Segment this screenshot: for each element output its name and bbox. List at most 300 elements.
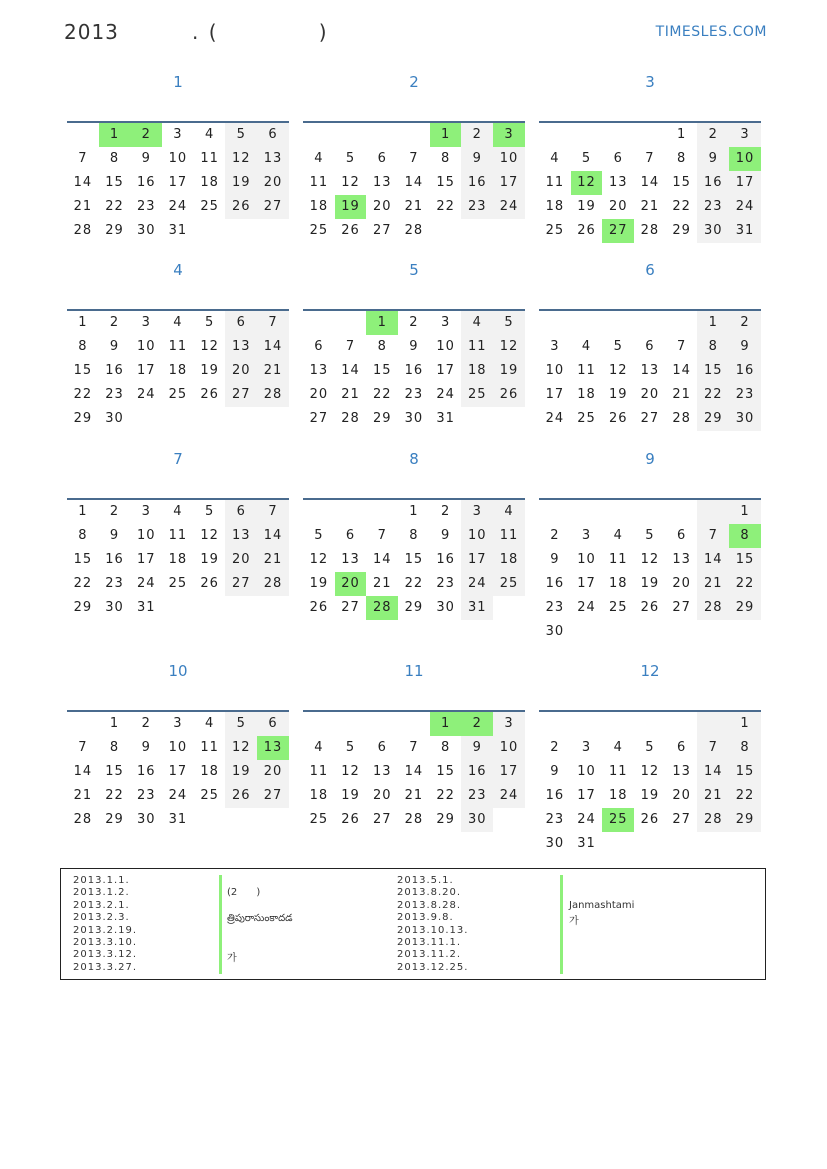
day-cell[interactable]: 21 — [697, 784, 729, 808]
day-cell[interactable]: 1 — [676, 127, 687, 142]
day-cell[interactable]: 3 — [550, 339, 560, 354]
day-cell[interactable]: 25 — [200, 199, 219, 214]
day-cell[interactable]: 9 — [461, 147, 493, 171]
day-cell[interactable]: 14 — [404, 175, 424, 190]
day-cell[interactable]: 7 — [257, 500, 289, 524]
day-cell[interactable]: 3 — [461, 500, 493, 524]
day-cell[interactable]: 2 — [440, 504, 451, 519]
day-cell[interactable]: 27 — [225, 572, 257, 596]
day-cell[interactable]: 8 — [697, 335, 729, 359]
day-cell[interactable]: 14 — [73, 764, 93, 779]
day-cell[interactable]: 30 — [729, 407, 761, 431]
day-cell[interactable]: 4 — [173, 504, 183, 519]
day-cell[interactable]: 12 — [571, 171, 603, 195]
day-cell[interactable]: 18 — [608, 576, 628, 591]
day-cell[interactable]: 26 — [341, 812, 360, 827]
day-cell[interactable]: 8 — [440, 740, 451, 755]
day-cell[interactable]: 16 — [404, 363, 424, 378]
day-cell[interactable]: 12 — [200, 339, 219, 354]
day-cell[interactable]: 10 — [493, 147, 525, 171]
day-cell[interactable]: 15 — [73, 363, 93, 378]
day-cell[interactable]: 24 — [136, 576, 156, 591]
day-cell[interactable]: 11 — [200, 151, 219, 166]
day-cell[interactable]: 14 — [697, 760, 729, 784]
day-cell[interactable]: 27 — [341, 600, 360, 615]
day-cell[interactable]: 4 — [173, 315, 183, 330]
day-cell[interactable]: 27 — [372, 812, 392, 827]
day-cell[interactable]: 28 — [640, 223, 660, 238]
day-cell[interactable]: 15 — [436, 764, 455, 779]
day-cell[interactable]: 13 — [341, 552, 360, 567]
day-cell[interactable]: 5 — [645, 740, 655, 755]
day-cell[interactable]: 18 — [200, 175, 219, 190]
day-cell[interactable]: 18 — [200, 764, 219, 779]
day-cell[interactable]: 11 — [493, 524, 525, 548]
day-cell[interactable]: 1 — [78, 315, 88, 330]
day-cell[interactable]: 29 — [105, 223, 124, 238]
day-cell[interactable]: 30 — [136, 812, 156, 827]
day-cell[interactable]: 15 — [105, 175, 124, 190]
day-cell[interactable]: 30 — [105, 411, 124, 426]
day-cell[interactable]: 25 — [608, 600, 628, 615]
day-cell[interactable]: 10 — [136, 528, 156, 543]
day-cell[interactable]: 28 — [697, 808, 729, 832]
day-cell[interactable]: 11 — [461, 335, 493, 359]
day-cell[interactable]: 7 — [257, 311, 289, 335]
day-cell[interactable]: 28 — [73, 223, 93, 238]
day-cell[interactable]: 7 — [697, 524, 729, 548]
day-cell[interactable]: 26 — [608, 411, 628, 426]
day-cell[interactable]: 28 — [366, 596, 398, 620]
day-cell[interactable]: 22 — [697, 383, 729, 407]
day-cell[interactable]: 3 — [173, 716, 183, 731]
day-cell[interactable]: 21 — [73, 788, 93, 803]
day-cell[interactable]: 16 — [461, 171, 493, 195]
day-cell[interactable]: 3 — [493, 712, 525, 736]
day-cell[interactable]: 4 — [613, 528, 623, 543]
day-cell[interactable]: 9 — [109, 339, 120, 354]
day-cell[interactable]: 27 — [640, 411, 660, 426]
day-cell[interactable]: 5 — [314, 528, 324, 543]
day-cell[interactable]: 2 — [461, 123, 493, 147]
day-cell[interactable]: 4 — [314, 740, 324, 755]
day-cell[interactable]: 20 — [672, 576, 691, 591]
day-cell[interactable]: 16 — [136, 175, 156, 190]
day-cell[interactable]: 29 — [672, 223, 691, 238]
day-cell[interactable]: 17 — [168, 175, 188, 190]
day-cell[interactable]: 5 — [225, 123, 257, 147]
day-cell[interactable]: 5 — [345, 151, 356, 166]
day-cell[interactable]: 31 — [168, 223, 188, 238]
day-cell[interactable]: 6 — [257, 123, 289, 147]
day-cell[interactable]: 14 — [341, 363, 360, 378]
day-cell[interactable]: 18 — [309, 788, 329, 803]
day-cell[interactable]: 26 — [309, 600, 329, 615]
day-cell[interactable]: 5 — [493, 311, 525, 335]
day-cell[interactable]: 29 — [73, 411, 93, 426]
day-cell[interactable]: 12 — [493, 335, 525, 359]
day-cell[interactable]: 7 — [345, 339, 356, 354]
day-cell[interactable]: 22 — [404, 576, 424, 591]
day-cell[interactable]: 9 — [697, 147, 729, 171]
day-cell[interactable]: 8 — [409, 528, 419, 543]
day-cell[interactable]: 25 — [493, 572, 525, 596]
day-cell[interactable]: 10 — [168, 151, 188, 166]
day-cell[interactable]: 11 — [608, 764, 628, 779]
day-cell[interactable]: 26 — [200, 576, 219, 591]
day-cell[interactable]: 23 — [461, 195, 493, 219]
day-cell[interactable]: 6 — [225, 500, 257, 524]
day-cell[interactable]: 7 — [377, 528, 387, 543]
day-cell[interactable]: 24 — [577, 600, 596, 615]
day-cell[interactable]: 4 — [461, 311, 493, 335]
day-cell[interactable]: 8 — [729, 736, 761, 760]
day-cell[interactable]: 12 — [225, 147, 257, 171]
day-cell[interactable]: 29 — [729, 808, 761, 832]
day-cell[interactable]: 12 — [341, 175, 360, 190]
day-cell[interactable]: 18 — [461, 359, 493, 383]
day-cell[interactable]: 21 — [73, 199, 93, 214]
day-cell[interactable]: 11 — [577, 363, 596, 378]
day-cell[interactable]: 19 — [640, 788, 660, 803]
day-cell[interactable]: 14 — [672, 363, 691, 378]
day-cell[interactable]: 3 — [440, 315, 451, 330]
day-cell[interactable]: 3 — [493, 123, 525, 147]
day-cell[interactable]: 2 — [550, 528, 560, 543]
day-cell[interactable]: 10 — [493, 736, 525, 760]
day-cell[interactable]: 13 — [372, 764, 392, 779]
day-cell[interactable]: 17 — [168, 764, 188, 779]
day-cell[interactable]: 27 — [257, 195, 289, 219]
day-cell[interactable]: 21 — [672, 387, 691, 402]
day-cell[interactable]: 1 — [99, 123, 131, 147]
day-cell[interactable]: 16 — [729, 359, 761, 383]
day-cell[interactable]: 4 — [613, 740, 623, 755]
day-cell[interactable]: 5 — [345, 740, 356, 755]
day-cell[interactable]: 24 — [577, 812, 596, 827]
day-cell[interactable]: 14 — [257, 335, 289, 359]
site-brand-link[interactable]: TIMESLES.COM — [655, 24, 767, 40]
day-cell[interactable]: 19 — [225, 171, 257, 195]
day-cell[interactable]: 10 — [168, 740, 188, 755]
day-cell[interactable]: 19 — [493, 359, 525, 383]
day-cell[interactable]: 23 — [545, 600, 565, 615]
day-cell[interactable]: 16 — [105, 552, 124, 567]
day-cell[interactable]: 29 — [372, 411, 392, 426]
day-cell[interactable]: 9 — [109, 528, 120, 543]
day-cell[interactable]: 16 — [545, 576, 565, 591]
day-cell[interactable]: 9 — [461, 736, 493, 760]
day-cell[interactable]: 21 — [640, 199, 660, 214]
day-cell[interactable]: 5 — [581, 151, 592, 166]
day-cell[interactable]: 15 — [73, 552, 93, 567]
day-cell[interactable]: 1 — [729, 712, 761, 736]
day-cell[interactable]: 6 — [377, 740, 387, 755]
day-cell[interactable]: 27 — [672, 812, 691, 827]
day-cell[interactable]: 24 — [136, 387, 156, 402]
day-cell[interactable]: 2 — [550, 740, 560, 755]
day-cell[interactable]: 21 — [257, 548, 289, 572]
day-cell[interactable]: 31 — [577, 836, 596, 851]
day-cell[interactable]: 1 — [697, 311, 729, 335]
day-cell[interactable]: 27 — [225, 383, 257, 407]
day-cell[interactable]: 23 — [697, 195, 729, 219]
day-cell[interactable]: 4 — [314, 151, 324, 166]
day-cell[interactable]: 18 — [309, 199, 329, 214]
day-cell[interactable]: 17 — [729, 171, 761, 195]
day-cell[interactable]: 3 — [173, 127, 183, 142]
day-cell[interactable]: 20 — [372, 199, 392, 214]
day-cell[interactable]: 17 — [493, 760, 525, 784]
day-cell[interactable]: 9 — [141, 151, 151, 166]
day-cell[interactable]: 22 — [436, 199, 455, 214]
day-cell[interactable]: 23 — [136, 199, 156, 214]
day-cell[interactable]: 13 — [225, 524, 257, 548]
day-cell[interactable]: 5 — [204, 504, 215, 519]
day-cell[interactable]: 31 — [461, 596, 493, 620]
day-cell[interactable]: 25 — [168, 576, 188, 591]
day-cell[interactable]: 15 — [729, 548, 761, 572]
day-cell[interactable]: 11 — [168, 339, 188, 354]
day-cell[interactable]: 5 — [645, 528, 655, 543]
day-cell[interactable]: 29 — [436, 812, 455, 827]
day-cell[interactable]: 7 — [78, 151, 88, 166]
day-cell[interactable]: 20 — [608, 199, 628, 214]
day-cell[interactable]: 8 — [109, 740, 120, 755]
day-cell[interactable]: 10 — [436, 339, 455, 354]
day-cell[interactable]: 17 — [461, 548, 493, 572]
day-cell[interactable]: 22 — [73, 387, 93, 402]
day-cell[interactable]: 14 — [73, 175, 93, 190]
day-cell[interactable]: 15 — [729, 760, 761, 784]
day-cell[interactable]: 17 — [545, 387, 565, 402]
day-cell[interactable]: 25 — [309, 812, 329, 827]
day-cell[interactable]: 30 — [697, 219, 729, 243]
day-cell[interactable]: 29 — [105, 812, 124, 827]
day-cell[interactable]: 31 — [436, 411, 455, 426]
day-cell[interactable]: 22 — [73, 576, 93, 591]
day-cell[interactable]: 9 — [550, 764, 560, 779]
day-cell[interactable]: 23 — [461, 784, 493, 808]
day-cell[interactable]: 2 — [141, 716, 151, 731]
day-cell[interactable]: 23 — [105, 576, 124, 591]
day-cell[interactable]: 2 — [109, 504, 120, 519]
day-cell[interactable]: 14 — [640, 175, 660, 190]
day-cell[interactable]: 28 — [404, 812, 424, 827]
day-cell[interactable]: 25 — [309, 223, 329, 238]
day-cell[interactable]: 31 — [729, 219, 761, 243]
day-cell[interactable]: 22 — [105, 199, 124, 214]
day-cell[interactable]: 27 — [309, 411, 329, 426]
day-cell[interactable]: 19 — [335, 195, 367, 219]
day-cell[interactable]: 9 — [141, 740, 151, 755]
day-cell[interactable]: 3 — [729, 123, 761, 147]
day-cell[interactable]: 1 — [78, 504, 88, 519]
day-cell[interactable]: 14 — [257, 524, 289, 548]
day-cell[interactable]: 4 — [550, 151, 560, 166]
day-cell[interactable]: 1 — [366, 311, 398, 335]
day-cell[interactable]: 6 — [645, 339, 655, 354]
day-cell[interactable]: 18 — [168, 552, 188, 567]
day-cell[interactable]: 1 — [109, 716, 120, 731]
day-cell[interactable]: 30 — [545, 836, 565, 851]
day-cell[interactable]: 15 — [105, 764, 124, 779]
day-cell[interactable]: 18 — [493, 548, 525, 572]
day-cell[interactable]: 24 — [168, 788, 188, 803]
day-cell[interactable]: 27 — [372, 223, 392, 238]
day-cell[interactable]: 18 — [168, 363, 188, 378]
day-cell[interactable]: 28 — [73, 812, 93, 827]
day-cell[interactable]: 26 — [200, 387, 219, 402]
day-cell[interactable]: 7 — [409, 151, 419, 166]
day-cell[interactable]: 30 — [545, 624, 565, 639]
day-cell[interactable]: 14 — [404, 764, 424, 779]
day-cell[interactable]: 2 — [409, 315, 419, 330]
day-cell[interactable]: 12 — [640, 552, 660, 567]
day-cell[interactable]: 6 — [345, 528, 356, 543]
day-cell[interactable]: 25 — [545, 223, 565, 238]
day-cell[interactable]: 20 — [225, 359, 257, 383]
day-cell[interactable]: 29 — [404, 600, 424, 615]
day-cell[interactable]: 25 — [168, 387, 188, 402]
day-cell[interactable]: 24 — [493, 784, 525, 808]
day-cell[interactable]: 1 — [729, 500, 761, 524]
day-cell[interactable]: 15 — [672, 175, 691, 190]
day-cell[interactable]: 19 — [608, 387, 628, 402]
day-cell[interactable]: 20 — [335, 572, 367, 596]
day-cell[interactable]: 17 — [436, 363, 455, 378]
day-cell[interactable]: 23 — [729, 383, 761, 407]
day-cell[interactable]: 23 — [545, 812, 565, 827]
day-cell[interactable]: 15 — [404, 552, 424, 567]
day-cell[interactable]: 4 — [493, 500, 525, 524]
day-cell[interactable]: 19 — [309, 576, 329, 591]
day-cell[interactable]: 9 — [440, 528, 451, 543]
day-cell[interactable]: 29 — [73, 600, 93, 615]
day-cell[interactable]: 22 — [672, 199, 691, 214]
day-cell[interactable]: 30 — [136, 223, 156, 238]
day-cell[interactable]: 19 — [640, 576, 660, 591]
day-cell[interactable]: 10 — [729, 147, 761, 171]
day-cell[interactable]: 13 — [309, 363, 329, 378]
day-cell[interactable]: 20 — [257, 171, 289, 195]
day-cell[interactable]: 23 — [105, 387, 124, 402]
day-cell[interactable]: 16 — [105, 363, 124, 378]
day-cell[interactable]: 31 — [136, 600, 156, 615]
day-cell[interactable]: 15 — [697, 359, 729, 383]
day-cell[interactable]: 26 — [640, 812, 660, 827]
day-cell[interactable]: 13 — [372, 175, 392, 190]
day-cell[interactable]: 3 — [141, 504, 151, 519]
day-cell[interactable]: 2 — [697, 123, 729, 147]
day-cell[interactable]: 11 — [200, 740, 219, 755]
day-cell[interactable]: 24 — [461, 572, 493, 596]
day-cell[interactable]: 28 — [697, 596, 729, 620]
day-cell[interactable]: 8 — [377, 339, 387, 354]
day-cell[interactable]: 21 — [404, 199, 424, 214]
day-cell[interactable]: 10 — [461, 524, 493, 548]
day-cell[interactable]: 27 — [672, 600, 691, 615]
day-cell[interactable]: 30 — [404, 411, 424, 426]
day-cell[interactable]: 21 — [257, 359, 289, 383]
day-cell[interactable]: 13 — [257, 147, 289, 171]
day-cell[interactable]: 7 — [697, 736, 729, 760]
day-cell[interactable]: 6 — [676, 740, 687, 755]
day-cell[interactable]: 2 — [461, 712, 493, 736]
day-cell[interactable]: 12 — [608, 363, 628, 378]
day-cell[interactable]: 12 — [200, 528, 219, 543]
day-cell[interactable]: 18 — [608, 788, 628, 803]
day-cell[interactable]: 5 — [613, 339, 623, 354]
day-cell[interactable]: 22 — [436, 788, 455, 803]
day-cell[interactable]: 21 — [697, 572, 729, 596]
day-cell[interactable]: 22 — [105, 788, 124, 803]
day-cell[interactable]: 16 — [436, 552, 455, 567]
day-cell[interactable]: 26 — [225, 784, 257, 808]
day-cell[interactable]: 11 — [309, 764, 329, 779]
day-cell[interactable]: 20 — [225, 548, 257, 572]
day-cell[interactable]: 18 — [545, 199, 565, 214]
day-cell[interactable]: 13 — [672, 764, 691, 779]
day-cell[interactable]: 4 — [204, 716, 215, 731]
day-cell[interactable]: 29 — [697, 407, 729, 431]
day-cell[interactable]: 7 — [78, 740, 88, 755]
day-cell[interactable]: 24 — [168, 199, 188, 214]
day-cell[interactable]: 8 — [109, 151, 120, 166]
day-cell[interactable]: 4 — [581, 339, 592, 354]
day-cell[interactable]: 3 — [581, 528, 592, 543]
day-cell[interactable]: 18 — [577, 387, 596, 402]
day-cell[interactable]: 30 — [436, 600, 455, 615]
day-cell[interactable]: 2 — [729, 311, 761, 335]
day-cell[interactable]: 8 — [78, 339, 88, 354]
day-cell[interactable]: 10 — [545, 363, 565, 378]
day-cell[interactable]: 20 — [257, 760, 289, 784]
day-cell[interactable]: 30 — [105, 600, 124, 615]
day-cell[interactable]: 23 — [436, 576, 455, 591]
day-cell[interactable]: 8 — [78, 528, 88, 543]
day-cell[interactable]: 5 — [204, 315, 215, 330]
day-cell[interactable]: 19 — [577, 199, 596, 214]
day-cell[interactable]: 28 — [404, 223, 424, 238]
day-cell[interactable]: 25 — [200, 788, 219, 803]
day-cell[interactable]: 8 — [676, 151, 687, 166]
day-cell[interactable]: 8 — [729, 524, 761, 548]
day-cell[interactable]: 13 — [640, 363, 660, 378]
day-cell[interactable]: 19 — [200, 363, 219, 378]
day-cell[interactable]: 16 — [461, 760, 493, 784]
day-cell[interactable]: 10 — [577, 764, 596, 779]
day-cell[interactable]: 7 — [676, 339, 687, 354]
day-cell[interactable]: 12 — [309, 552, 329, 567]
day-cell[interactable]: 19 — [225, 760, 257, 784]
day-cell[interactable]: 7 — [645, 151, 655, 166]
day-cell[interactable]: 19 — [200, 552, 219, 567]
day-cell[interactable]: 14 — [372, 552, 392, 567]
day-cell[interactable]: 26 — [225, 195, 257, 219]
day-cell[interactable]: 11 — [608, 552, 628, 567]
day-cell[interactable]: 31 — [168, 812, 188, 827]
day-cell[interactable]: 26 — [341, 223, 360, 238]
day-cell[interactable]: 6 — [225, 311, 257, 335]
day-cell[interactable]: 21 — [341, 387, 360, 402]
day-cell[interactable]: 10 — [136, 339, 156, 354]
day-cell[interactable]: 30 — [461, 808, 493, 832]
day-cell[interactable]: 22 — [729, 572, 761, 596]
day-cell[interactable]: 26 — [493, 383, 525, 407]
day-cell[interactable]: 7 — [409, 740, 419, 755]
day-cell[interactable]: 28 — [257, 383, 289, 407]
